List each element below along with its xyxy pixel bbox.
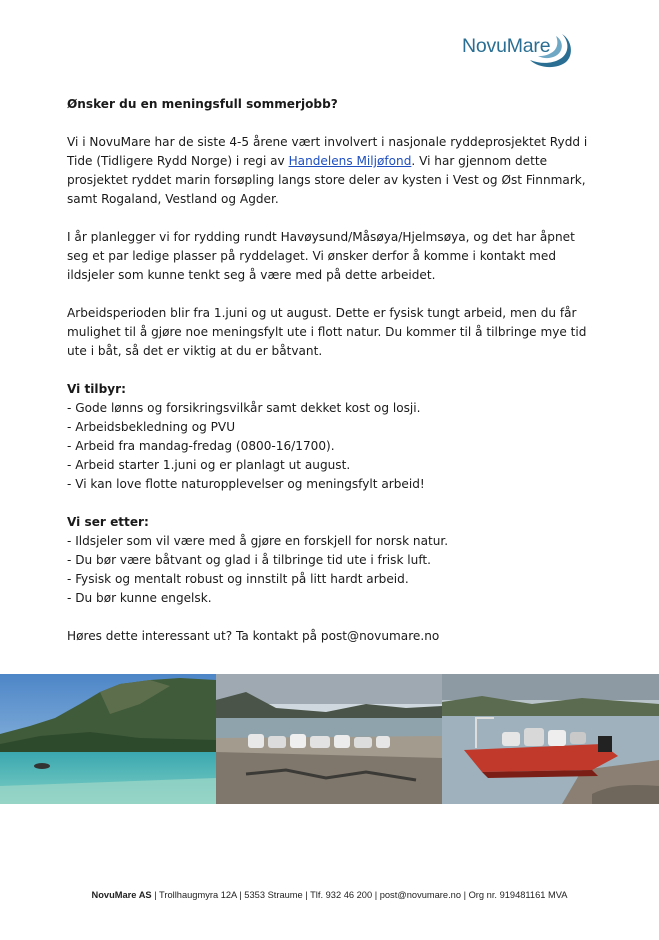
list-item: - Fysisk og mentalt robust og innstilt på litt hardt arbeid. [67,572,409,586]
intro-paragraph [67,133,592,209]
list-item: - Arbeid fra mandag-fredag (0800-16/1700). [67,439,335,453]
seeking-list [67,532,592,608]
work-period-paragraph: Arbeidsperioden blir fra 1.juni og ut august. Dette er fysisk tungt arbeid, men du får mulighet til å gjøre noe meningsfylt ute i flott natur. Du kommer til å tilbringe mye tid ute i båt, så det er viktig at du er båtvant. [67,306,587,358]
photo-beach-cleanup-bags [216,674,442,804]
list-item: - Du bør være båtvant og glad i å tilbringe tid ute i frisk luft. [67,553,431,567]
photo-boat-with-litter [442,674,659,804]
footer-contact-line [0,890,659,900]
list-item: - Du bør kunne engelsk. [67,591,212,605]
photo-strip [0,674,659,804]
list-item: - Ildsjeler som vil være med å gjøre en forskjell for norsk natur. [67,534,449,548]
posting-heading: Ønsker du en meningsfull sommerjobb? [67,97,338,111]
plans-paragraph: I år planlegger vi for rydding rundt Havøysund/Måsøya/Hjelmsøya, og det har åpnet seg et par ledige plasser på ryddelaget. Vi ønsker derfor å komme i kontakt med ildsjeler som kunne tenkt seg å være med på dette arbeidet. [67,230,575,282]
handelens-miljofond-link[interactable]: Handelens Miljøfond [288,154,412,168]
job-posting [67,95,592,665]
list-item: - Vi kan love flotte naturopplevelser og meningsfylt arbeid! [67,477,425,491]
closing-paragraph: Høres dette interessant ut? Ta kontakt på post@novumare.no [67,629,440,643]
novumare-logo [462,26,582,74]
list-item: - Arbeidsbekledning og PVU [67,420,236,434]
offer-title: Vi tilbyr: [67,382,126,396]
intro-text-start: Vi i NovuMare har de siste 4-5 årene vært involvert i nasjonale ryddeprosjektet Rydd i Tide (Tidligere Rydd Norge) i regi av [67,135,588,168]
list-item: - Arbeid starter 1.juni og er planlagt ut august. [67,458,351,472]
logo-text: NovuMare [462,35,551,57]
offer-list [67,399,592,494]
intro-text-end: . Vi har gjennom dette prosjektet ryddet marin forsøpling langs store deler av kysten i Vest og Øst Finnmark, samt Rogaland, Vestland og Agder. [67,154,586,206]
novumare-wave-logo-icon [524,26,580,74]
footer-company: NovuMare AS [91,890,152,900]
photo-mountain-coast [0,674,216,804]
footer-details: | Trollhaugmyra 12A | 5353 Straume | Tlf. 932 46 200 | post@novumare.no | Org nr. 919481161 MVA [151,890,568,900]
seeking-title: Vi ser etter: [67,515,149,529]
list-item: - Gode lønns og forsikringsvilkår samt dekket kost og losji. [67,401,421,415]
